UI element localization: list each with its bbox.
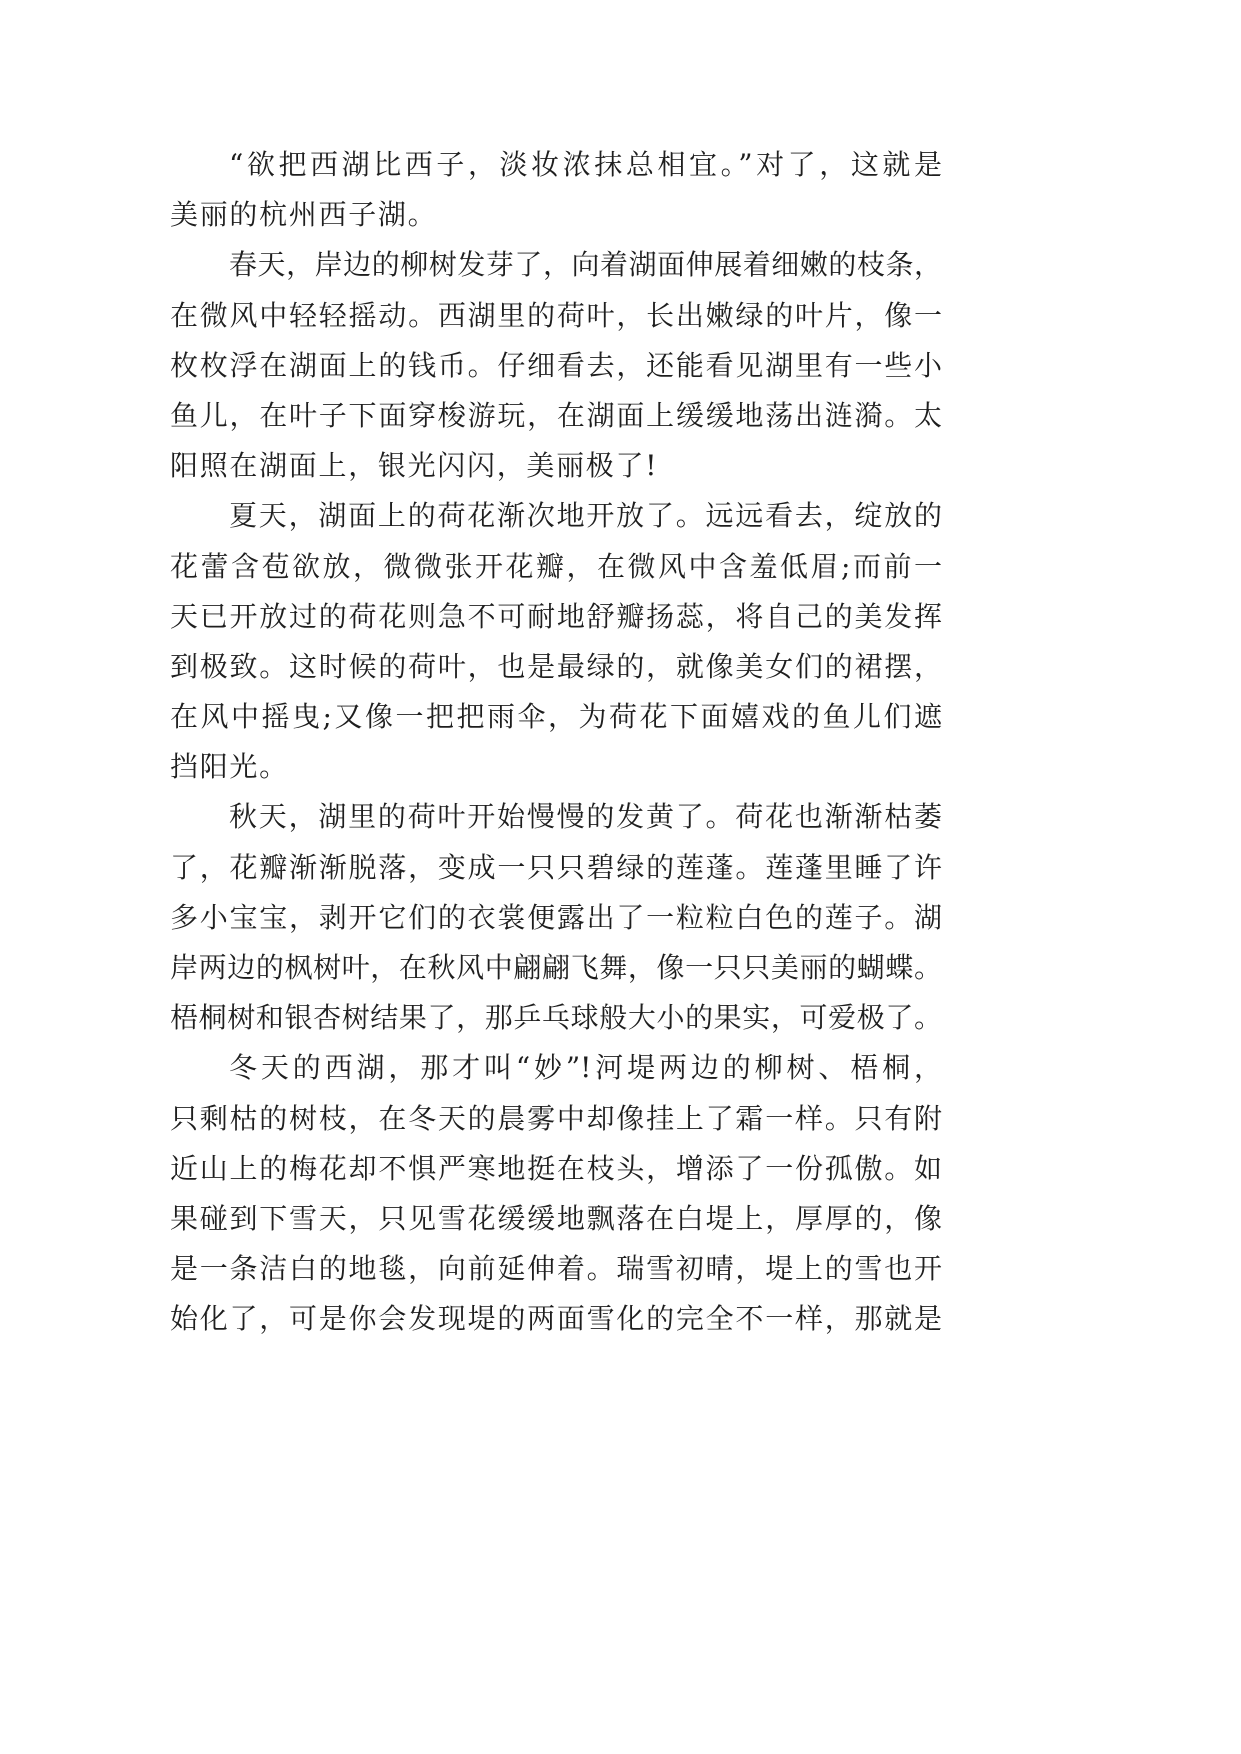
- text-line: 阳照在湖面上，银光闪闪，美丽极了!: [170, 449, 659, 483]
- paragraph-summer: [170, 491, 942, 792]
- document-page: [170, 140, 942, 1345]
- text-line: 岸两边的枫树叶，在秋风中翩翩飞舞，像一只只美丽的蝴蝶。: [170, 951, 942, 984]
- text-line: 是一条洁白的地毯，向前延伸着。瑞雪初晴，堤上的雪也开: [170, 1252, 942, 1286]
- paragraph-intro: [170, 140, 942, 240]
- text-line: 多小宝宝，剥开它们的衣裳便露出了一粒粒白色的莲子。湖: [170, 900, 942, 934]
- text-line: 夏天，湖面上的荷花渐次地开放了。远远看去，绽放的: [229, 499, 942, 533]
- paragraph-spring: [170, 240, 942, 491]
- text-line: 梧桐树和银杏树结果了，那乒乓球般大小的果实，可爱极了。: [170, 1001, 942, 1035]
- text-line: 只剩枯的树枝，在冬天的晨雾中却像挂上了霜一样。只有附: [170, 1101, 942, 1135]
- text-line: 在风中摇曳;又像一把把雨伞，为荷花下面嬉戏的鱼儿们遮: [170, 700, 942, 734]
- text-line: 春天，岸边的柳树发芽了，向着湖面伸展着细嫩的枝条，: [229, 248, 942, 282]
- paragraph-winter: [170, 1043, 942, 1344]
- text-line: 近山上的梅花却不惧严寒地挺在枝头，增添了一份孤傲。如: [170, 1151, 942, 1185]
- text-line: 美丽的杭州西子湖。: [170, 198, 438, 232]
- text-line: 花蕾含苞欲放，微微张开花瓣，在微风中含羞低眉;而前一: [170, 549, 942, 583]
- text-line: 始化了，可是你会发现堤的两面雪化的完全不一样，那就是: [170, 1302, 942, 1336]
- text-line: 秋天，湖里的荷叶开始慢慢的发黄了。荷花也渐渐枯萎: [229, 800, 942, 834]
- text-line: 到极致。这时候的荷叶，也是最绿的，就像美女们的裙摆，: [170, 649, 942, 683]
- text-line: 枚枚浮在湖面上的钱币。仔细看去，还能看见湖里有一些小: [170, 348, 942, 382]
- text-line: 鱼儿，在叶子下面穿梭游玩，在湖面上缓缓地荡出涟漪。太: [170, 398, 942, 432]
- paragraph-autumn: [170, 792, 942, 1043]
- text-line: 天已开放过的荷花则急不可耐地舒瓣扬蕊，将自己的美发挥: [170, 599, 942, 633]
- text-line: 果碰到下雪天，只见雪花缓缓地飘落在白堤上，厚厚的，像: [170, 1201, 942, 1235]
- text-line: 挡阳光。: [170, 750, 289, 784]
- text-line: “欲把西湖比西子，淡妆浓抹总相宜。”对了，这就是: [229, 148, 942, 181]
- text-line: 了，花瓣渐渐脱落，变成一只只碧绿的莲蓬。莲蓬里睡了许: [170, 850, 942, 884]
- text-line: 在微风中轻轻摇动。西湖里的荷叶，长出嫩绿的叶片，像一: [170, 298, 942, 332]
- text-line: 冬天的西湖，那才叫“妙”!河堤两边的柳树、梧桐，: [229, 1051, 942, 1085]
